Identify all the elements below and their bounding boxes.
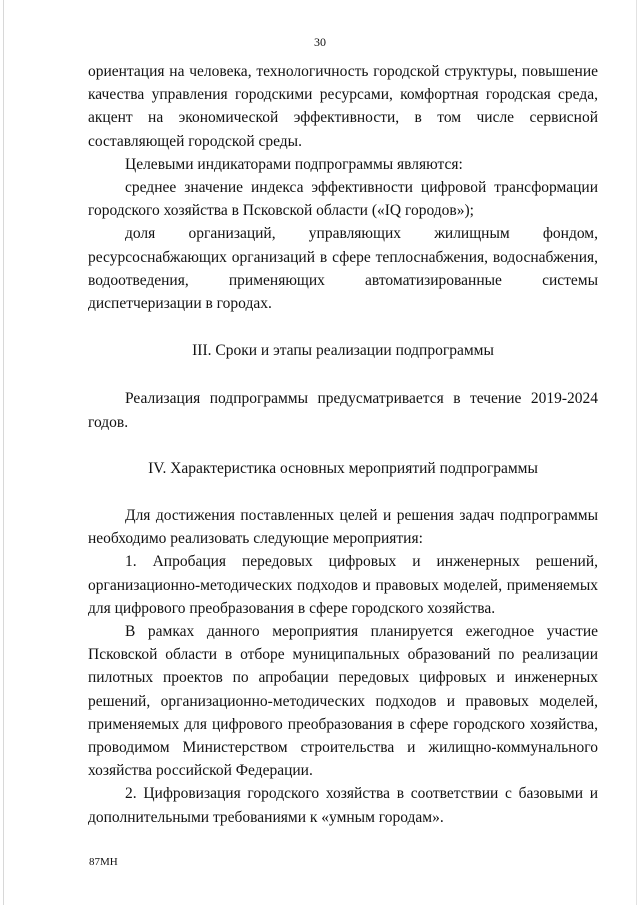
scan-edge-right [636, 0, 637, 905]
paragraph-indicator-1: среднее значение индекса эффективности цифровой трансформации городского хозяйства в Псковской области («IQ городов»); [88, 179, 598, 220]
section-heading-4: IV. Характеристика основных мероприятий подпрограммы [148, 459, 538, 477]
scan-edge-left [3, 0, 4, 905]
document-body [88, 60, 598, 829]
paragraph-measures-intro: Для достижения поставленных целей и решения задач подпрограммы необходимо реализовать следующие мероприятия: [88, 507, 598, 548]
paragraph-measure-1: 1. Апробация передовых цифровых и инженерных решений, организационно-методических подходов и правовых моделей, применяемых для цифрового преобразования в сфере городского хозяйства. [88, 553, 598, 617]
page-number: 30 [314, 35, 326, 49]
section-heading-3: III. Сроки и этапы реализации подпрограммы [192, 342, 494, 360]
paragraph-measure-1-details: В рамках данного мероприятия планируется ежегодное участие Псковской области в отборе муниципальных образований по реализации пилотных проектов по апробации передовых цифровых и инженерных решений, организационно-методических подходов и правовых моделей, применяемых для цифрового преобразования в сфере городского хозяйства, проводимом Министерством строительства и жилищно-коммунального хозяйства российской Федерации. [88, 623, 598, 780]
paragraph-timeline: Реализация подпрограммы предусматривается в течение 2019-2024 годов. [88, 390, 598, 431]
paragraph-indicators-intro: Целевыми индикаторами подпрограммы являются: [125, 155, 463, 173]
paragraph-indicator-2: доля организаций, управляющих жилищным фондом, ресурсоснабжающих организаций в сфере теплоснабжения, водоснабжения, водоотведения, применяющих автоматизированные системы диспетчеризации в городах. [88, 225, 598, 313]
paragraph-measure-2: 2. Цифровизация городского хозяйства в соответствии с базовыми и дополнительными требованиями к «умным городам». [88, 785, 598, 826]
paragraph-continuation: ориентация на человека, технологичность городской структуры, повышение качества управления городскими ресурсами, комфортная городская среда, акцент на экономической эффективности, в том числе сервисной составляющей городской среды. [88, 63, 598, 150]
footer-document-code: 87МН [89, 856, 118, 868]
